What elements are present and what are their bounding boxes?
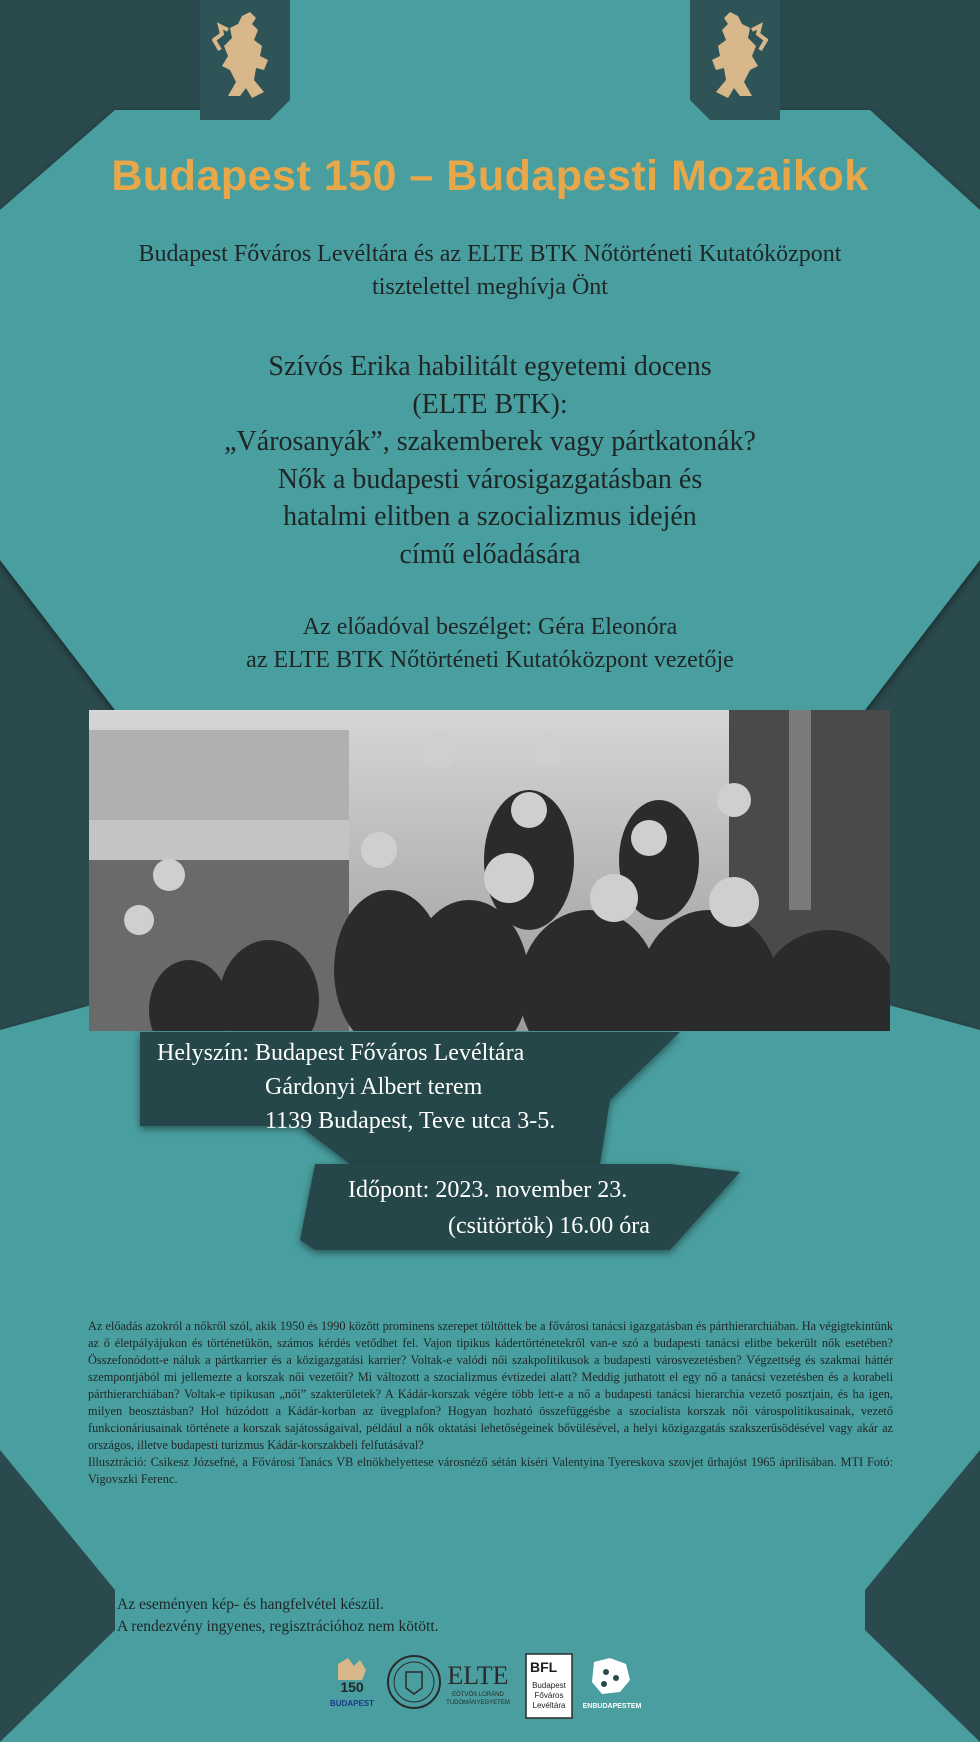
logo-strip [330,1650,670,1722]
bfl-logo [526,1654,572,1718]
notes-line-1: Az eseményen kép- és hangfelvétel készül. [117,1596,384,1613]
bfl-abbr: BFL [530,1659,558,1675]
moderator-line-1: Az előadóval beszélget: Géra Eleonóra [302,614,678,640]
venue-line-1: Helyszín: Budapest Főváros Levéltára [157,1040,525,1066]
bfl-name-2: Főváros [534,1691,564,1700]
lecture-suffix: című előadására [399,538,581,570]
elte-name: ELTE [447,1661,509,1690]
speaker-line-2: (ELTE BTK): [412,388,568,420]
bp150-label: BUDAPEST [330,1699,375,1708]
enbudapestem-logo [583,1658,642,1710]
inviter-line-1: Budapest Főváros Levéltára és az ELTE BTK Nőtörténeti Kutatóközpont [138,241,842,267]
elte-seal-icon [388,1656,440,1708]
description-body: Az előadás azokról a nőkről szól, akik 1950 és 1990 között prominens szerepet töltöttek be a fővárosi tanácsi igazgatásban és párthierarchiában. Ha végigtekintünk az ő életpályájukon és történetükön, számos kérdés vetődhet fel. Vajon tipikus kádertörténetekről van-e szó a budapesti tanácsi elitbe bekerült nők esetében? Összefonódott-e náluk a pártkarrier és a közigazgatási karrier? Voltak-e valódi női szakpolitikusok a budapesti városvezetésben? Végzettség és szakmai háttér szempontjából mi jellemezte a korszak női vezetőit? Mi változott a szocializmus évtizedei alatt? Meddig juthatott el egy nő a tanácsi vezetésben és a korabeli párthierarchiában? Voltak-e tipikusan „női” szakterületek? A Kádár-korszak végére több lett-e a nő a budapesti tanácsi hierarchia vezető posztjain, és ha igen, milyen beosztásban? Hol húzódott a Kádár-korban az üvegplafon? Hogyan hozható összefüggésbe a szocialista korszak női várospolitikusainak, vezető funkcionáriusainak története a korszak sajátosságaival, például a nők oktatási lehetőségeinek bővülésével, a helyi közigazgatás szakszerűsödésével vagy akár az országos, illetve budapesti turizmus Kádár-korszakbeli felfutásával? [88,1319,893,1452]
lecture-title-line-2: Nők a budapesti városigazgatásban és [277,463,703,495]
illustration-credit: Illusztráció: Csikesz Józsefné, a Fővárosi Tanács VB elnökhelyettese városnéző sétán kíséri Valentyina Tyereskova szovjet űrhajóst 1965 áprilisában. MTI Fotó: Vigovszki Ferenc. [88,1455,893,1486]
moderator-info [100,611,880,677]
bfl-name-1: Budapest [532,1681,566,1690]
bfl-name-3: Levéltára [532,1701,566,1710]
page-title: Budapest 150 – Budapesti Mozaikok [111,152,869,200]
notes-line-2: A rendezvény ingyenes, regisztrációhoz nem kötött. [117,1618,439,1635]
venue-line-2: Gárdonyi Albert terem [265,1074,483,1100]
venue-line-3: 1139 Budapest, Teve utca 3-5. [265,1108,556,1134]
lion-icon-right [698,10,768,102]
lecture-title-line-3: hatalmi elitben a szocializmus idején [283,501,697,532]
time-info [348,1172,650,1244]
enbp-label: ENBUDAPESTEM [582,1703,642,1710]
lecture-title-line-1: „Városanyák”, szakemberek vagy pártkatonák? [224,426,756,457]
event-notes [117,1594,439,1638]
inviter-line-2: tisztelettel meghívja Önt [372,274,608,300]
elte-sub-1: EÖTVÖS LORÁND [452,1692,504,1698]
time-line-1: Időpont: 2023. november 23. [348,1177,628,1203]
elte-sub-2: TUDOMÁNYEGYETEM [446,1700,510,1706]
bp150-number: 150 [340,1679,364,1695]
lecture-info [100,348,880,573]
elte-logo [446,1661,510,1706]
lion-icon-left [212,10,282,102]
description [88,1318,893,1488]
budapest150-logo [330,1658,374,1708]
inviter-text [60,238,920,304]
moderator-line-2: az ELTE BTK Nőtörténeti Kutatóközpont vezetője [246,647,734,673]
venue-info [157,1036,555,1138]
speaker-line-1: Szívós Erika habilitált egyetemi docens [268,351,712,382]
event-photo [89,710,890,1031]
time-line-2: (csütörtök) 16.00 óra [448,1213,650,1239]
